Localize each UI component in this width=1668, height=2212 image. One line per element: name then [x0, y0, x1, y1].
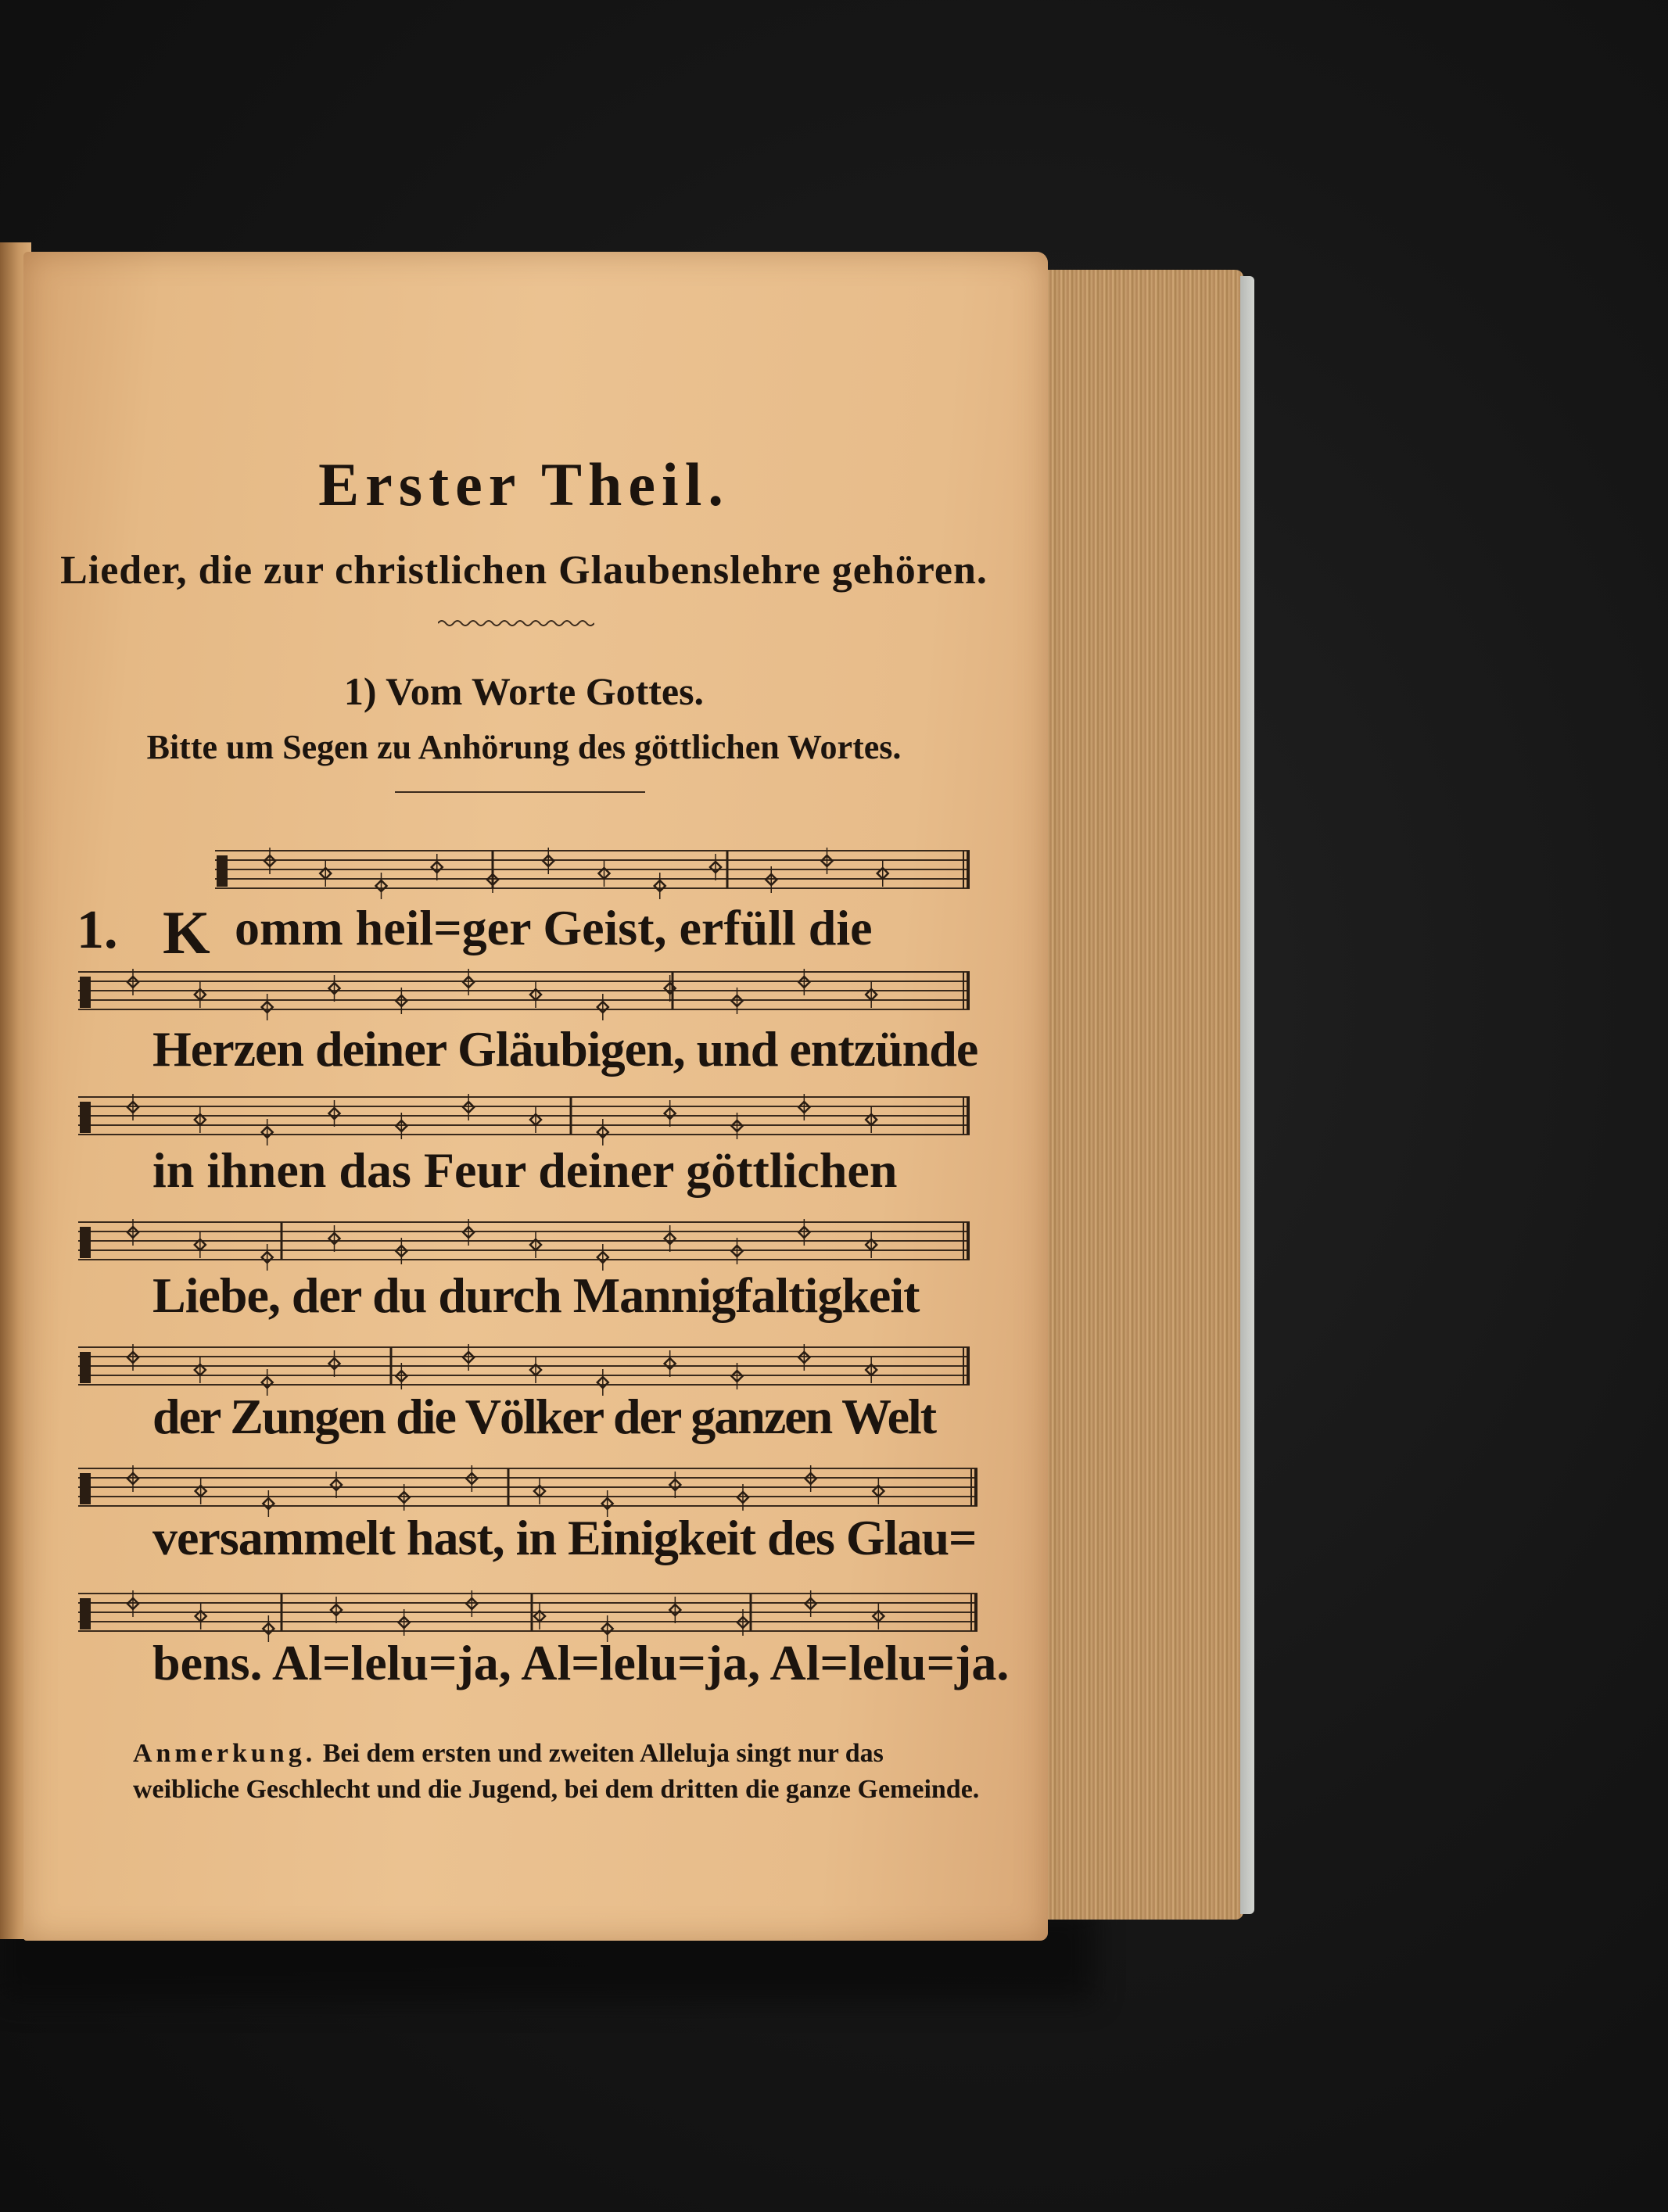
- lyric-line-2: Herzen deiner Gläubigen, und entzünde: [152, 1021, 978, 1077]
- clef-icon: [80, 977, 91, 1008]
- lyric-line-5: der Zungen die Völker der ganzen Welt: [152, 1389, 936, 1444]
- clef-icon: [80, 1352, 91, 1383]
- lyric-line-3: in ihnen das Feur deiner göttlichen: [152, 1142, 898, 1198]
- lyric-line-4: Liebe, der du durch Mannigfaltigkeit: [152, 1267, 920, 1323]
- section-heading: 1) Vom Worte Gottes.: [343, 669, 705, 713]
- music-staff: [215, 844, 970, 899]
- page-edges: [1040, 270, 1243, 1920]
- footnote-label: Anmerkung.: [133, 1739, 317, 1768]
- clef-icon: [80, 1102, 91, 1133]
- page-title: Erster Theil.: [318, 450, 730, 518]
- clef-icon: [80, 1227, 91, 1258]
- music-staff: [78, 1091, 970, 1145]
- lyric-line-1: omm heil=ger Geist, erfüll die: [235, 900, 873, 955]
- music-staff: [78, 1216, 970, 1271]
- music-staff: [78, 966, 970, 1020]
- page-subtitle: Lieder, die zur christlichen Glaubenslehre gehören.: [60, 548, 988, 593]
- lyric-line-7: bens. Al=lelu=ja, Al=lelu=ja, Al=lelu=ja.: [152, 1635, 1010, 1690]
- clef-icon: [80, 1473, 91, 1504]
- ornament-divider: [438, 618, 594, 629]
- clef-icon: [217, 855, 228, 887]
- verse-number: 1.: [77, 900, 118, 960]
- lyric-line-6: versammelt hast, in Einigkeit des Glau=: [152, 1510, 977, 1565]
- hymn-caption: Bitte um Segen zu Anhörung des göttlichen Wortes.: [146, 728, 902, 766]
- drop-cap: K: [163, 898, 210, 966]
- footnote-text: Bei dem ersten und zweiten Alleluja singt nur das weibliche Geschlecht und die Jugend, bei dem dritten die ganze Gemeinde.: [133, 1739, 980, 1804]
- divider-rule: [395, 791, 645, 793]
- footnote: [133, 1736, 985, 1808]
- clef-icon: [80, 1598, 91, 1629]
